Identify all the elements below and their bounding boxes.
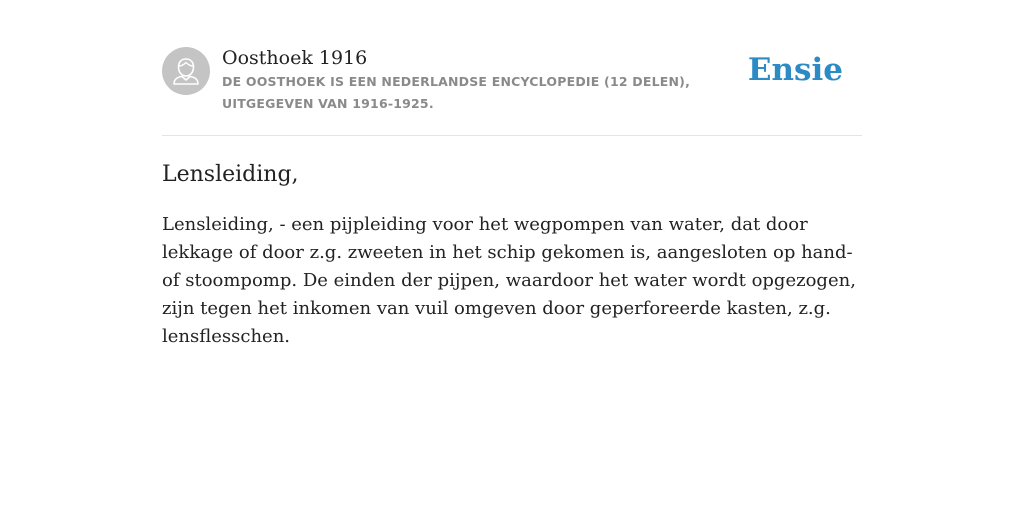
ensie-logo-link[interactable]: Ensie: [747, 52, 843, 88]
source-avatar[interactable]: [162, 47, 210, 95]
source-name[interactable]: Oosthoek 1916: [222, 47, 368, 69]
content-container: [162, 44, 862, 351]
entry-title: Lensleiding,: [162, 162, 299, 187]
entry-body: Lensleiding, - een pijpleiding voor het wegpompen van water, dat door lekkage of door z.g. zweeten in het schip gekomen is, aangesloten op hand- of stoompomp. De einden der pijpen, waardoor het water wordt opgezogen, zijn tegen het inkomen van vuil omgeven door geperforeerde kasten, z.g. lensflesschen.: [162, 214, 856, 347]
user-silhouette-icon: [162, 47, 210, 95]
source-header: [162, 44, 862, 136]
source-description: DE OOSTHOEK IS EEN NEDERLANDSE ENCYCLOPEDIE (12 DELEN), UITGEGEVEN VAN 1916-1925.: [222, 74, 691, 111]
